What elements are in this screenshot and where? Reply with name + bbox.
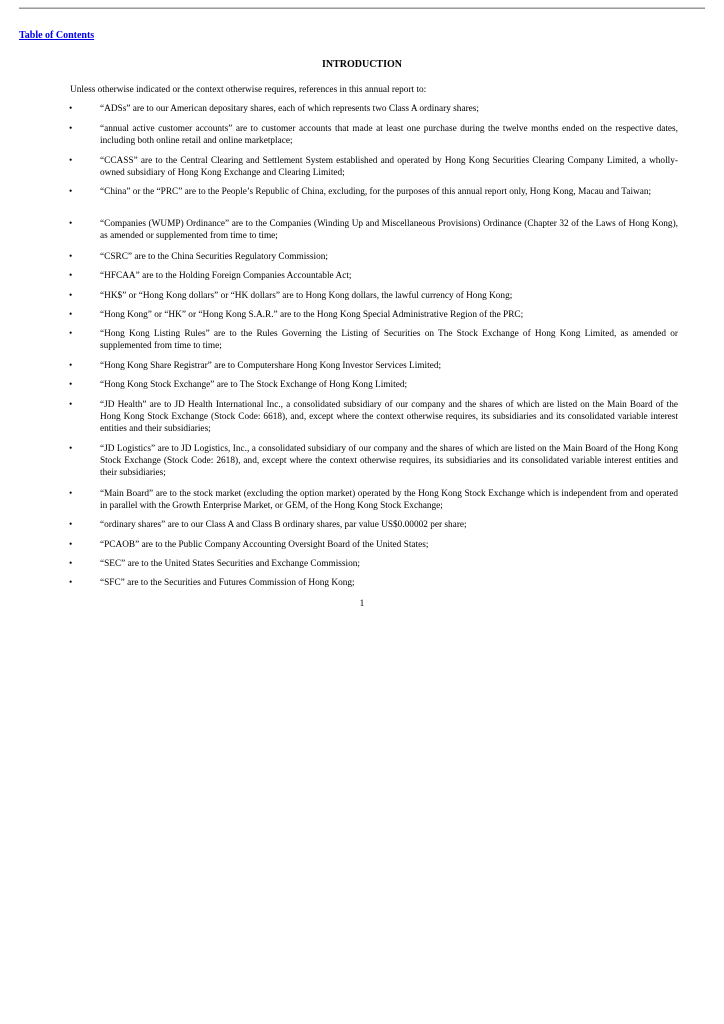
definition-text: “China” or the “PRC” are to the People’s Republic of China, excluding, for the purposes of this annual report only, Hong Kong, Macau and Taiwan; xyxy=(100,187,652,197)
definition-text: “SEC” are to the United States Securities and Exchange Commission; xyxy=(100,559,360,569)
definition-text: “Hong Kong” or “HK” or “Hong Kong S.A.R.” are to the Hong Kong Special Administrative Region of the PRC; xyxy=(100,310,524,320)
top-divider xyxy=(19,7,705,9)
bullet: • xyxy=(69,540,73,550)
definition-text: “HFCAA” are to the Holding Foreign Companies Accountable Act; xyxy=(100,271,352,281)
bullet: • xyxy=(69,578,73,588)
definition-text: “SFC” are to the Securities and Futures Commission of Hong Kong; xyxy=(100,578,355,588)
bullet: • xyxy=(69,361,73,371)
definition-text: “JD Logistics” are to JD Logistics, Inc., a consolidated subsidiary of our company and the shares of which are listed on the Main Board of the Hong Kong Stock Exchange (Stock Code: 2618), and, except where the context otherwise requires, its subsidiaries and its consolidated variable interest entities and their subsidiaries; xyxy=(100,444,678,478)
definition-text: “ADSs” are to our American depositary shares, each of which represents two Class A ordinary shares; xyxy=(100,104,479,114)
bullet: • xyxy=(69,400,73,410)
bullet: • xyxy=(69,104,73,114)
definition-text: “annual active customer accounts” are to customer accounts that made at least one purchase during the twelve months ended on the respective dates, including both online retail and online marketplace; xyxy=(100,124,678,146)
bullet: • xyxy=(69,310,73,320)
page-number: 1 xyxy=(359,599,365,609)
bullet: • xyxy=(69,291,73,301)
definition-text: “Hong Kong Listing Rules” are to the Rules Governing the Listing of Securities on The Stock Exchange of Hong Kong Limited, as amended or supplemented from time to time; xyxy=(100,329,678,351)
bullet: • xyxy=(69,559,73,569)
definition-text: “Companies (WUMP) Ordinance” are to the Companies (Winding Up and Miscellaneous Provisions) Ordinance (Chapter 32 of the Laws of Hong Kong), as amended or supplemented from time to time; xyxy=(100,219,678,241)
bullet: • xyxy=(69,219,73,229)
definition-text: “Main Board” are to the stock market (excluding the option market) operated by the Hong Kong Stock Exchange which is independent from and operated in parallel with the Growth Enterprise Market, or GEM, of the Hong Kong Stock Exchange; xyxy=(100,489,678,511)
definition-text: “JD Health” are to JD Health International Inc., a consolidated subsidiary of our company and the shares of which are listed on the Main Board of the Hong Kong Stock Exchange (Stock Code: 6618), and, except where the context otherwise requires, its subsidiaries and its consolidated variable interest entities and their subsidiaries; xyxy=(100,400,678,434)
bullet: • xyxy=(69,156,73,166)
definition-text: “CCASS” are to the Central Clearing and Settlement System established and operated by Hong Kong Securities Clearing Company Limited, a wholly-owned subsidiary of Hong Kong Exchange and Clearing Limited; xyxy=(100,156,678,178)
bullet: • xyxy=(69,444,73,454)
bullet: • xyxy=(69,520,73,530)
definition-text: “CSRC” are to the China Securities Regulatory Commission; xyxy=(100,252,329,262)
bullet: • xyxy=(69,271,73,281)
bullet: • xyxy=(69,380,73,390)
definition-text: “Hong Kong Share Registrar” are to Computershare Hong Kong Investor Services Limited; xyxy=(100,361,442,371)
definition-text: “ordinary shares” are to our Class A and Class B ordinary shares, par value US$0.00002 per share; xyxy=(100,520,467,530)
definition-text: “PCAOB” are to the Public Company Accounting Oversight Board of the United States; xyxy=(100,540,429,550)
table-of-contents-link[interactable]: Table of Contents xyxy=(19,30,95,41)
definition-text: “HK$” or “Hong Kong dollars” or “HK dollars” are to Hong Kong dollars, the lawful currency of Hong Kong; xyxy=(100,291,513,301)
intro-paragraph: Unless otherwise indicated or the context otherwise requires, references in this annual report to: xyxy=(70,85,427,95)
bullet: • xyxy=(69,187,73,197)
bullet: • xyxy=(69,252,73,262)
definition-text: “Hong Kong Stock Exchange” are to The Stock Exchange of Hong Kong Limited; xyxy=(100,380,408,390)
bullet: • xyxy=(69,329,73,339)
bullet: • xyxy=(69,124,73,134)
page-title: INTRODUCTION xyxy=(321,59,402,70)
bullet: • xyxy=(69,489,73,499)
